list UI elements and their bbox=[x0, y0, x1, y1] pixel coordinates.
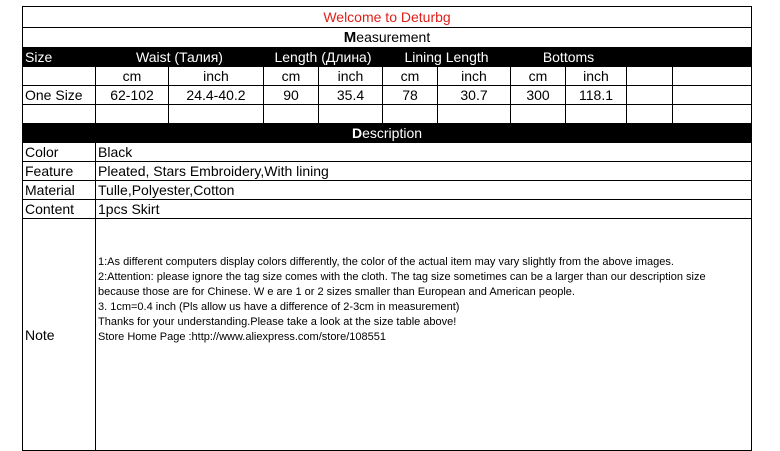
empty-cell bbox=[673, 105, 752, 124]
note-text bbox=[96, 219, 752, 451]
empty-cell bbox=[627, 105, 673, 124]
note-line: 2:Attention: please ignore the tag size comes with the cloth. The tag size sometimes can be a larger than our description size because those are for Chinese. W e are 1 or 2 sizes smaller than European and American people. bbox=[98, 271, 706, 298]
page-title: Welcome to Deturbg bbox=[23, 7, 752, 28]
note-line: Thanks for your understanding.Please take a look at the size table above! bbox=[98, 316, 457, 328]
detail-value-material: Tulle,Polyester,Cotton bbox=[96, 181, 752, 200]
bottoms-inch: 118.1 bbox=[566, 86, 627, 105]
unit-cell: inch bbox=[438, 67, 511, 86]
description-initial: D bbox=[351, 125, 363, 141]
empty-cell bbox=[511, 105, 566, 124]
unit-cell: cm bbox=[511, 67, 566, 86]
size-header: Size bbox=[23, 48, 96, 67]
empty-cell bbox=[673, 67, 752, 86]
product-spec-sheet bbox=[22, 6, 751, 426]
bottoms-header: Bottoms bbox=[511, 48, 627, 67]
empty-cell bbox=[627, 86, 673, 105]
detail-value-content: 1pcs Skirt bbox=[96, 200, 752, 219]
note-line: 3. 1cm=0.4 inch (Pls allow us have a difference of 2-3cm in measurement) bbox=[98, 301, 460, 313]
description-heading bbox=[23, 124, 752, 143]
measurement-heading bbox=[23, 28, 752, 48]
description-rest: escription bbox=[362, 125, 423, 141]
lining-length-header: Lining Length bbox=[383, 48, 511, 67]
waist-cm: 62-102 bbox=[96, 86, 169, 105]
measurement-initial: M bbox=[343, 29, 357, 46]
header-spacer bbox=[627, 48, 752, 67]
unit-spacer bbox=[23, 67, 96, 86]
detail-value-feature: Pleated, Stars Embroidery,With lining bbox=[96, 162, 752, 181]
unit-cell: inch bbox=[319, 67, 383, 86]
size-label: One Size bbox=[23, 86, 96, 105]
empty-cell bbox=[566, 105, 627, 124]
note-line: Store Home Page :http://www.aliexpress.com/store/108551 bbox=[98, 331, 386, 343]
detail-label-color: Color bbox=[23, 143, 96, 162]
waist-header: Waist (Талия) bbox=[96, 48, 264, 67]
spec-table bbox=[22, 6, 752, 451]
lining-length-cm: 78 bbox=[383, 86, 438, 105]
unit-cell: cm bbox=[383, 67, 438, 86]
note-line: 1:As different computers display colors differently, the color of the actual item may vary slightly from the above images. bbox=[98, 256, 674, 268]
length-cm: 90 bbox=[264, 86, 319, 105]
length-header: Length (Длина) bbox=[264, 48, 383, 67]
empty-cell bbox=[627, 67, 673, 86]
length-inch: 35.4 bbox=[319, 86, 383, 105]
empty-cell bbox=[169, 105, 264, 124]
bottoms-cm: 300 bbox=[511, 86, 566, 105]
detail-label-content: Content bbox=[23, 200, 96, 219]
empty-cell bbox=[264, 105, 319, 124]
unit-cell: inch bbox=[169, 67, 264, 86]
detail-label-feature: Feature bbox=[23, 162, 96, 181]
empty-cell bbox=[438, 105, 511, 124]
empty-cell bbox=[23, 105, 96, 124]
waist-inch: 24.4-40.2 bbox=[169, 86, 264, 105]
lining-length-inch: 30.7 bbox=[438, 86, 511, 105]
unit-cell: cm bbox=[264, 67, 319, 86]
note-label: Note bbox=[23, 219, 96, 451]
unit-cell: inch bbox=[566, 67, 627, 86]
unit-cell: cm bbox=[96, 67, 169, 86]
empty-cell bbox=[673, 86, 752, 105]
detail-label-material: Material bbox=[23, 181, 96, 200]
measurement-rest: easurement bbox=[356, 29, 431, 45]
empty-cell bbox=[319, 105, 383, 124]
detail-value-color: Black bbox=[96, 143, 752, 162]
empty-cell bbox=[383, 105, 438, 124]
empty-cell bbox=[96, 105, 169, 124]
